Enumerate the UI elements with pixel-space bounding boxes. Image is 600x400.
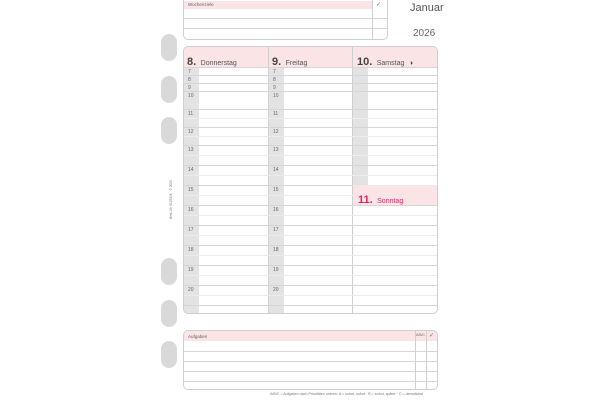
hour-label: 17: [188, 227, 194, 233]
hour-label: 11: [273, 111, 279, 117]
hour-label: 14: [188, 167, 194, 173]
punch-hole: [161, 76, 177, 103]
hour-label: 7: [273, 69, 276, 75]
half-hour-line: [184, 175, 437, 176]
hour-line: [184, 127, 437, 128]
hour-label: 16: [273, 207, 279, 213]
hour-line: [184, 91, 437, 92]
task-line: [184, 381, 437, 382]
task-line: [184, 351, 437, 352]
task-line: [184, 361, 437, 362]
day-number: 10.: [357, 56, 373, 68]
tasks-check-icon: ✓: [429, 333, 435, 339]
half-hour-line: [184, 295, 437, 296]
hour-line: [184, 285, 437, 286]
punch-hole: [161, 117, 177, 144]
punch-hole: [161, 34, 177, 61]
punch-hole: [161, 341, 177, 368]
day-number: 8.: [187, 56, 197, 68]
half-hour-line: [184, 215, 437, 216]
column-divider: [352, 47, 353, 313]
side-imprint-text: Best.-Nr. 0125326 · © 2025: [169, 180, 173, 219]
hour-label: 16: [188, 207, 194, 213]
day-name: Samstag: [376, 60, 405, 67]
footer-note: A/B/C = Aufgaben nach Prioritäten ordnen: A = sofort, sofort · B = sofort, später · C = demnächst: [270, 392, 424, 396]
hour-line: [184, 75, 437, 76]
hour-strip: [353, 67, 368, 185]
column-divider: [268, 47, 269, 313]
tasks-header: [184, 331, 437, 341]
half-hour-line: [184, 235, 437, 236]
hour-label: 12: [188, 129, 194, 135]
day-number: 9.: [272, 56, 282, 68]
hour-label: 18: [188, 247, 194, 253]
punch-hole: [161, 300, 177, 327]
week-goals-label: Wochenziele: [188, 2, 214, 7]
week-grid: [183, 46, 438, 314]
half-hour-line: [184, 255, 437, 256]
goal-line: [184, 28, 387, 29]
hour-label: 14: [273, 167, 279, 173]
hour-line: [184, 165, 437, 166]
hour-line: [184, 305, 437, 306]
hour-label: 11: [188, 111, 194, 117]
tasks-box[interactable]: [183, 330, 438, 390]
hour-label: 17: [273, 227, 279, 233]
hour-label: 18: [273, 247, 279, 253]
hour-label: 9: [273, 85, 276, 91]
hour-label: 10: [188, 93, 194, 99]
priority-label: A/B/C: [416, 333, 425, 337]
hour-label: 15: [273, 187, 279, 193]
hour-line: [184, 225, 437, 226]
side-imprint: [166, 180, 176, 220]
hour-line: [184, 245, 437, 246]
half-hour-line: [184, 136, 437, 137]
hour-label: 19: [188, 267, 194, 273]
hour-label: 19: [273, 267, 279, 273]
punch-hole: [161, 258, 177, 285]
hour-label: 9: [188, 85, 191, 91]
divider: [372, 0, 373, 39]
tasks-label: Aufgaben: [188, 334, 208, 339]
hour-label: 8: [188, 77, 191, 83]
hour-label: 8: [273, 77, 276, 83]
week-goals-check-icon: ✓: [376, 2, 382, 8]
day-header-thursday[interactable]: [187, 52, 237, 70]
hour-label: 10: [273, 93, 279, 99]
hour-label: 13: [188, 147, 194, 153]
goal-line: [184, 18, 387, 19]
hour-label: 7: [188, 69, 191, 75]
day-name: Freitag: [285, 60, 308, 67]
hour-label: 12: [273, 129, 279, 135]
hour-label: 20: [188, 287, 194, 293]
task-line: [184, 371, 437, 372]
half-hour-line: [184, 118, 437, 119]
year-label: 2026: [413, 28, 436, 39]
hour-label: 20: [273, 287, 279, 293]
sunday-name: Sonntag: [377, 198, 404, 205]
day-name: Donnerstag: [200, 60, 237, 67]
hour-label: 15: [188, 187, 194, 193]
half-hour-line: [184, 155, 437, 156]
moon-phase-icon: ◑: [408, 60, 414, 67]
day-header-saturday[interactable]: [357, 52, 413, 70]
hour-line: [184, 145, 437, 146]
month-label: Januar: [410, 2, 444, 14]
hour-line: [184, 265, 437, 266]
day-header-sunday[interactable]: [358, 190, 403, 208]
hour-label: 13: [273, 147, 279, 153]
sunday-number: 11.: [358, 194, 373, 206]
day-header-friday[interactable]: [272, 52, 307, 70]
hour-line: [184, 109, 437, 110]
hour-line: [184, 83, 437, 84]
half-hour-line: [184, 275, 437, 276]
week-goals-box[interactable]: [183, 0, 388, 40]
